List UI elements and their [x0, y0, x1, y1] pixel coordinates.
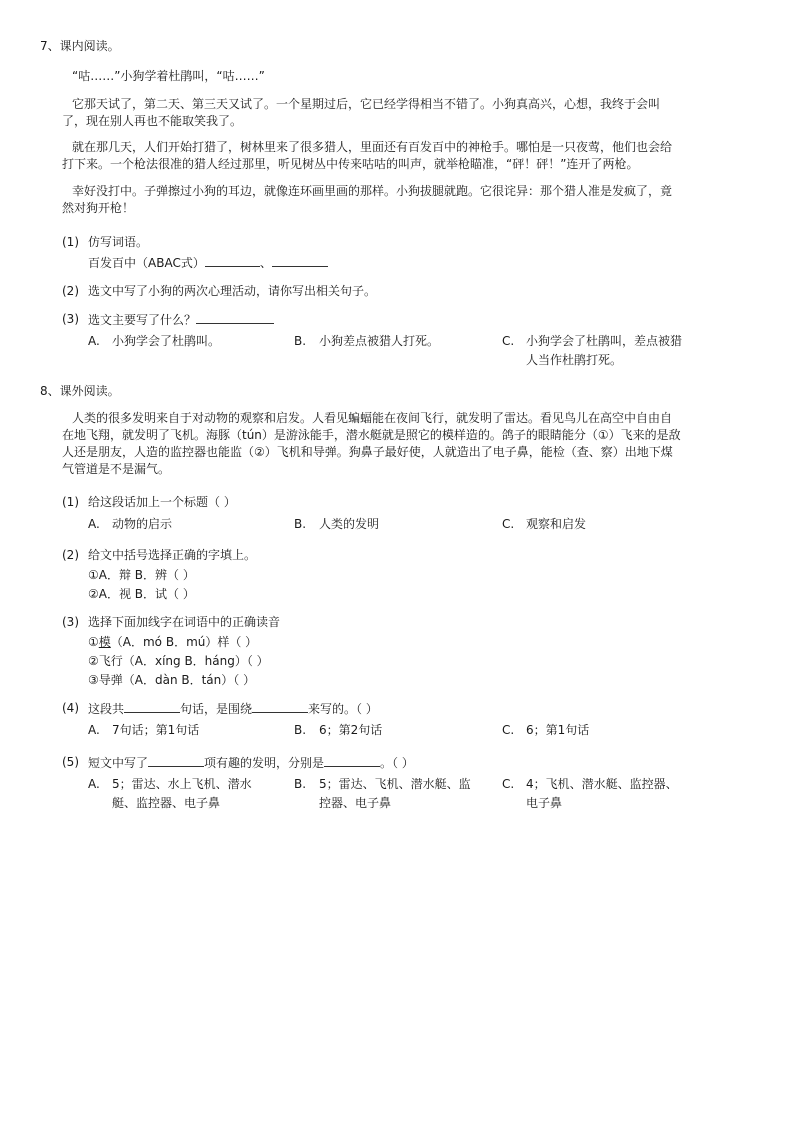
q8-sub4-number: (4): [62, 701, 79, 715]
q7-para2-line2: 了，现在别人再也不能取笑我了。: [62, 114, 243, 128]
q8-sub5-post: 。（ ）: [380, 756, 414, 770]
q8-sub1-option-b-label[interactable]: B.: [294, 517, 307, 531]
q8-sub5-option-c-line1[interactable]: 4；飞机、潜水艇、监控器、: [526, 777, 678, 791]
q8-sub2-item2[interactable]: ②A．视 B．试（ ）: [88, 587, 195, 601]
q7-title: 7、课内阅读。: [40, 39, 120, 53]
q8-sub4-option-c-label[interactable]: C.: [502, 723, 515, 737]
q8-sub3-item3[interactable]: ③导弹（A．dàn B．tán）（ ）: [88, 673, 256, 687]
q8-sub3-number: (3): [62, 615, 79, 629]
q7-sub3-text: 选文主要写了什么？: [88, 313, 197, 327]
q7-sub1-blank-1[interactable]: [205, 254, 260, 267]
q8-sub2-number: (2): [62, 548, 79, 562]
q7-sub3-option-c-label[interactable]: C.: [502, 334, 515, 348]
q7-sub1-blank-2[interactable]: [272, 254, 328, 267]
q8-sub5-pre: 短文中写了: [88, 756, 149, 770]
q8-sub3-item1-rest: （A．mó B．mú）样（ ）: [110, 635, 258, 649]
q7-sub1-separator: 、: [259, 256, 272, 270]
q8-sub2-text: 给文中括号选择正确的字填上。: [88, 548, 257, 562]
q8-sub4-pre: 这段共: [88, 702, 125, 716]
q7-sub1-label: 百发百中（ABAC式）: [88, 256, 205, 270]
q8-sub5-option-c-line2[interactable]: 电子鼻: [526, 796, 563, 810]
q7-sub2-text: 选文中写了小狗的两次心理活动，请你写出相关句子。: [88, 284, 377, 298]
q7-sub3-option-c-line1[interactable]: 小狗学会了杜鹃叫，差点被猎: [526, 334, 683, 348]
q7-sub3-number: (3): [62, 312, 79, 326]
q7-sub3-option-a-label[interactable]: A.: [88, 334, 100, 348]
q7-sub3-blank[interactable]: [196, 311, 274, 324]
q7-sub3-option-b[interactable]: 小狗差点被猎人打死。: [319, 334, 440, 348]
q7-sub1-answer-line: [88, 254, 328, 271]
q8-sub5-option-a-label[interactable]: A.: [88, 777, 100, 791]
q8-sub3-text: 选择下面加线字在词语中的正确读音: [88, 615, 281, 629]
q7-para2-line1: 它那天试了，第二天、第三天又试了。一个星期过后，它已经学得相当不错了。小狗真高兴，心想，我终于会叫: [72, 97, 661, 111]
q7-sub3-option-a[interactable]: 小狗学会了杜鹃叫。: [112, 334, 221, 348]
q8-para-line2: 在地飞翔，就发明了飞机。海豚（tún）是游泳能手，潜水艇就是照它的模样造的。鸽子的眼睛能分（①）飞来的是敌: [62, 428, 681, 442]
q8-sub4-question: [88, 700, 378, 717]
q7-sub3-option-b-label[interactable]: B.: [294, 334, 307, 348]
q8-sub4-option-b-label[interactable]: B.: [294, 723, 307, 737]
q8-sub5-option-a-line1[interactable]: 5；雷达、水上飞机、潜水: [112, 777, 252, 791]
q8-sub4-option-c[interactable]: 6；第1句话: [526, 723, 590, 737]
q8-sub5-option-c-label[interactable]: C.: [502, 777, 515, 791]
q8-sub5-question: [88, 754, 414, 771]
q8-sub4-option-a-label[interactable]: A.: [88, 723, 100, 737]
q8-sub5-mid: 项有趣的发明，分别是: [204, 756, 325, 770]
q8-para-line1: 人类的很多发明来自于对动物的观察和启发。人看见蝙蝠能在夜间飞行，就发明了雷达。看见鸟儿在高空中自由自: [72, 411, 673, 425]
q8-sub1-option-a-label[interactable]: A.: [88, 517, 100, 531]
q8-sub4-option-a[interactable]: 7句话；第1句话: [112, 723, 200, 737]
q8-sub1-text: 给这段话加上一个标题（ ）: [88, 495, 236, 509]
q7-sub2-number: (2): [62, 284, 79, 298]
q8-sub1-option-c[interactable]: 观察和启发: [526, 517, 587, 531]
q8-sub4-blank-1[interactable]: [124, 700, 180, 713]
q8-sub5-option-b-label[interactable]: B.: [294, 777, 307, 791]
q8-sub3-item2[interactable]: ②飞行（A．xíng B．háng）（ ）: [88, 654, 269, 668]
q8-sub2-item1[interactable]: ①A．辩 B．辨（ ）: [88, 568, 195, 582]
q8-sub3-item1[interactable]: [88, 634, 257, 650]
q8-sub4-mid: 句话，是围绕: [180, 702, 253, 716]
q8-sub5-option-a-line2[interactable]: 艇、监控器、电子鼻: [112, 796, 221, 810]
q8-sub5-option-b-line1[interactable]: 5；雷达、飞机、潜水艇、监: [319, 777, 471, 791]
q7-sub3-option-c-line2[interactable]: 人当作杜鹃打死。: [526, 353, 623, 367]
q8-sub1-option-a[interactable]: 动物的启示: [112, 517, 173, 531]
q8-sub5-number: (5): [62, 755, 79, 769]
q8-sub1-option-c-label[interactable]: C.: [502, 517, 515, 531]
q7-sub1-number: (1): [62, 235, 79, 249]
q8-sub4-blank-2[interactable]: [252, 700, 308, 713]
q8-sub1-option-b[interactable]: 人类的发明: [319, 517, 380, 531]
q7-para1: “咕……”小狗学着杜鹃叫，“咕……”: [72, 69, 265, 83]
q8-para-line4: 气管道是不是漏气。: [62, 462, 171, 476]
q8-sub5-blank-2[interactable]: [324, 754, 380, 767]
q8-sub3-item1-prefix: ①: [88, 635, 99, 649]
q7-sub1-text: 仿写词语。: [88, 235, 149, 249]
q8-para-line3: 人还是朋友，人造的监控器也能监（②）飞机和导弹。狗鼻子最好使，人就造出了电子鼻，能检（查、察）出地下煤: [62, 445, 673, 459]
q7-para4-line1: 幸好没打中。子弹擦过小狗的耳边，就像连环画里画的那样。小狗拔腿就跑。它很诧异：那个猎人准是发疯了，竟: [72, 184, 673, 198]
q8-sub3-item1-underlined: 模: [98, 635, 111, 649]
q8-title: 8、课外阅读。: [40, 384, 120, 398]
q8-sub5-blank-1[interactable]: [148, 754, 204, 767]
q7-para3-line2: 打下来。一个枪法很准的猎人经过那里，听见树丛中传来咕咕的叫声，就举枪瞄准，“砰！砰！”连开了两枪。: [62, 157, 639, 171]
q8-sub4-post: 来写的。（ ）: [308, 702, 378, 716]
q8-sub4-option-b[interactable]: 6；第2句话: [319, 723, 383, 737]
q7-sub3-question: [88, 311, 274, 328]
q7-para4-line2: 然对狗开枪！: [62, 201, 135, 215]
q7-para3-line1: 就在那几天，人们开始打猎了，树林里来了很多猎人，里面还有百发百中的神枪手。哪怕是一只夜莺，他们也会给: [72, 140, 673, 154]
q8-sub1-number: (1): [62, 495, 79, 509]
q8-sub5-option-b-line2[interactable]: 控器、电子鼻: [319, 796, 392, 810]
